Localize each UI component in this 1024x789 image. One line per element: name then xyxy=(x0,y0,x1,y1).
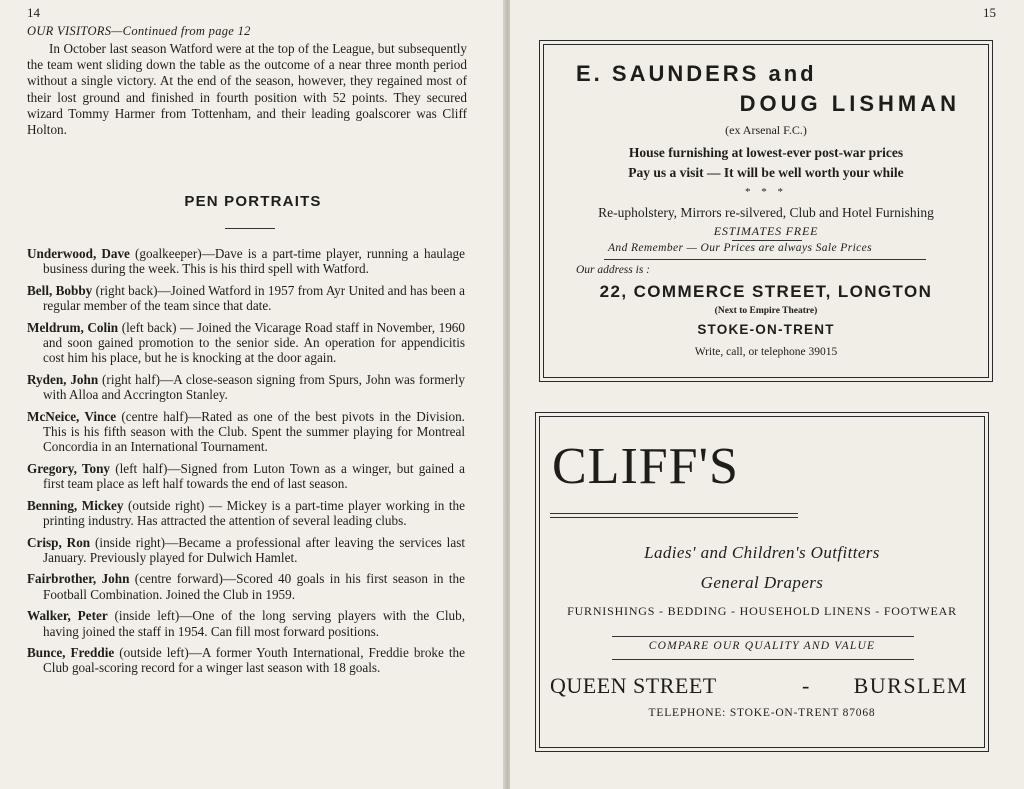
divider xyxy=(550,517,798,518)
contact-line: Write, call, or telephone 39015 xyxy=(694,346,838,358)
product-list: FURNISHINGS - BEDDING - HOUSEHOLD LINENS - FOOTWEAR xyxy=(567,604,957,618)
heading-divider xyxy=(225,228,275,229)
player-description: (inside left)—One of the long serving players with the Club, having joined the staff in 1954. Can fill most forward positions. xyxy=(43,608,465,639)
portrait-entry xyxy=(27,645,465,676)
outfitters-line: Ladies' and Children's Outfitters xyxy=(644,543,880,562)
player-name: Walker, Peter xyxy=(27,608,108,624)
street-address: 22, COMMERCE STREET, LONGTON xyxy=(599,282,933,301)
advert-name-line2: DOUG LISHMAN xyxy=(739,91,960,116)
intro-paragraph: In October last season Watford were at the top of the League, but subsequently the team went sliding down the table as the outcome of a near three month period without a single victory. At the end of the season, however, they regained most of their lost ground and finished in fourth position with 52 points. They secured wizard Tommy Harmer from Tottenham, and their leading goalscorer was Cliff Holton. xyxy=(27,41,467,138)
player-description: (inside right)—Became a professional after leaving the services last January. Previously played for Dulwich Hamlet. xyxy=(43,534,465,565)
portrait-entry xyxy=(27,246,465,277)
portrait-entry xyxy=(27,535,465,566)
player-name: Ryden, John xyxy=(27,371,99,387)
left-page xyxy=(0,0,506,789)
player-description: (left half)—Signed from Luton Town as a winger, but gained a first team place as left half towards the end of last season. xyxy=(43,460,465,492)
player-description: (right back)—Joined Watford in 1957 from Ayr United and has been a regular member of the team since that date. xyxy=(43,282,465,314)
player-name: McNeice, Vince xyxy=(27,408,117,424)
player-name: Crisp, Ron xyxy=(27,534,91,550)
pen-portraits-list xyxy=(27,246,465,682)
player-name: Underwood, Dave xyxy=(27,246,130,261)
remember-line: And Remember — Our Prices are always Sale Prices xyxy=(608,242,873,254)
address-label: Our address is : xyxy=(576,264,651,276)
portrait-entry xyxy=(27,608,465,639)
advert-name-line1: E. SAUNDERS and xyxy=(576,61,817,86)
page-number-left: 14 xyxy=(27,5,40,20)
continued-heading: OUR VISITORS—Continued from page 12 xyxy=(27,24,251,38)
compare-slogan: COMPARE OUR QUALITY AND VALUE xyxy=(648,640,876,652)
divider xyxy=(604,259,926,260)
portrait-entry xyxy=(27,498,465,529)
address-separator: - xyxy=(802,673,810,698)
estimates-free: ESTIMATES FREE xyxy=(713,224,819,238)
player-name: Bunce, Freddie xyxy=(27,644,115,660)
player-description: (right half)—A close-season signing from Spurs, John was formerly with Alloa and Accrington Stanley. xyxy=(43,371,466,403)
cliffs-advert xyxy=(539,416,985,748)
portrait-entry xyxy=(27,409,465,455)
advert-services: Re-upholstery, Mirrors re-silvered, Club and Hotel Furnishing xyxy=(598,205,934,220)
portrait-entry xyxy=(27,283,465,314)
saunders-advert xyxy=(543,44,989,378)
shop-town: BURSLEM xyxy=(853,673,968,698)
portrait-entry xyxy=(27,461,465,492)
advert-tagline-2: Pay us a visit — It will be well worth your while xyxy=(628,165,904,180)
city-name: STOKE-ON-TRENT xyxy=(697,322,835,337)
ex-arsenal-note: (ex Arsenal F.C.) xyxy=(725,123,807,137)
shop-telephone: TELEPHONE: STOKE-ON-TRENT 87068 xyxy=(648,707,876,719)
divider xyxy=(550,513,798,514)
portrait-entry xyxy=(27,372,465,403)
landmark-note: (Next to Empire Theatre) xyxy=(714,306,818,316)
player-description: (outside right) — Mickey is a part-time player working in the printing industry. Has attracted the attention of several leading clubs. xyxy=(43,497,465,529)
player-name: Gregory, Tony xyxy=(27,460,111,476)
page-number-right: 15 xyxy=(983,5,996,20)
divider xyxy=(732,240,802,241)
player-description: (outside left)—A former Youth International, Freddie broke the Club goal-scoring record for a winger last season with 18 goals. xyxy=(43,644,466,676)
player-name: Bell, Bobby xyxy=(27,282,93,298)
shop-name: CLIFF'S xyxy=(552,438,739,495)
section-heading: PEN PORTRAITS xyxy=(184,193,322,210)
player-description: (left back) — Joined the Vicarage Road staff in November, 1960 and soon gained promotion to the senior side. An operation for appendicitis cost him his place, but he is knocking at the door again. xyxy=(43,319,465,366)
player-name: Benning, Mickey xyxy=(27,497,124,513)
divider xyxy=(612,659,914,660)
star-separator: * * * xyxy=(745,186,787,198)
player-description: (centre half)—Rated as one of the best pivots in the Division. This is his fifth season with the Club. Spent the summer playing for Montreal Concordia in an International Tournament. xyxy=(43,408,465,455)
divider xyxy=(612,636,914,637)
portrait-entry xyxy=(27,320,465,366)
player-name: Meldrum, Colin xyxy=(27,319,119,335)
portrait-entry xyxy=(27,571,465,602)
player-description: (goalkeeper)—Dave is a part-time player, running a haulage business during the week. This is his third spell with Watford. xyxy=(43,246,465,277)
player-name: Fairbrother, John xyxy=(27,571,130,587)
advert-tagline-1: House furnishing at lowest-ever post-war prices xyxy=(628,145,904,160)
drapers-line: General Drapers xyxy=(700,573,824,592)
player-description: (centre forward)—Scored 40 goals in his first season in the Football Combination. Joined the Club in 1959. xyxy=(43,571,465,602)
shop-street: QUEEN STREET xyxy=(550,673,717,698)
